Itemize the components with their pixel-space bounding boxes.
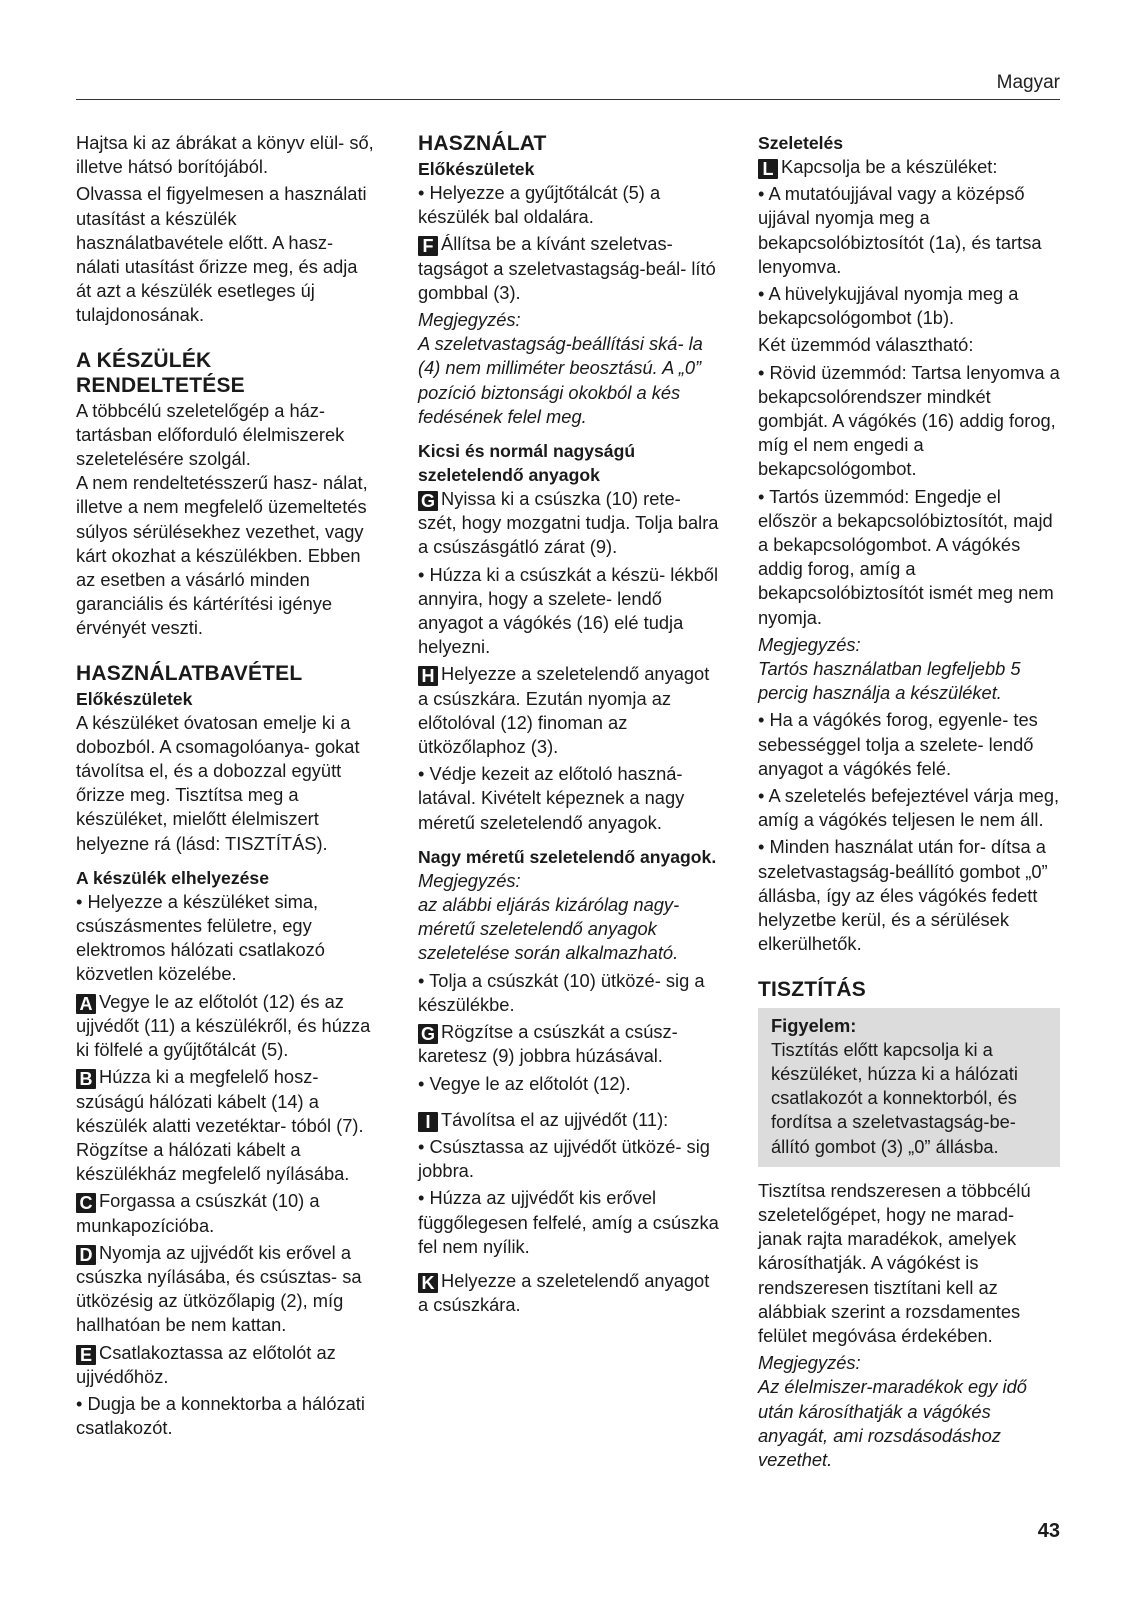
column-middle	[418, 131, 724, 1320]
remove-bullet-2: • Húzza az ujjvédőt kis erővel függőlegesen felfelé, amíg a csúszka fel nem nyílik.	[418, 1187, 719, 1257]
step-d	[76, 1241, 376, 1338]
slice-bullet-2: • A hüvelykujjával nyomja meg a bekapcsológombot (1b).	[758, 283, 1019, 329]
step-b-text: Húzza ki a megfelelő hosz- szúságú hálózati kábelt (14) a készülék alatti vezetéktar- tóból (7). Rögzítse a hálózati kábelt a készülékház megfelelő nyílásába.	[76, 1066, 364, 1185]
section-heading-usage: HASZNÁLAT	[418, 132, 547, 155]
final-bullet: • Dugja be a konnektorba a hálózati csatlakozót.	[76, 1392, 365, 1439]
warning-box	[758, 1008, 1060, 1167]
step-b-badge: B	[76, 1069, 96, 1089]
section-heading-cleaning: TISZTÍTÁS	[758, 977, 866, 1001]
step-g-text: Nyissa ki a csúszka (10) rete- szét, hogy mozgatni tudja. Tolja balra a csúszásgátló zárat (9).	[418, 488, 719, 558]
step-i-text: Távolítsa el az ujjvédőt (11):	[441, 1108, 669, 1130]
note-2-text: az alábbi eljárás kizárólag nagy- méretű szeletelendő anyagok szeletelése során alkalmazható.	[418, 894, 680, 964]
modes-text: Két üzemmód választható:	[758, 334, 974, 356]
large-bullet-2: • Vegye le az előtolót (12).	[418, 1072, 631, 1094]
usage-prep-bullet: • Helyezze a gyűjtőtálcát (5) a készülék bal oldalára.	[418, 182, 661, 228]
step-g	[418, 487, 724, 560]
slice-bullet-4: • A szeletelés befejeztével várja meg, amíg a vágókés teljesen le nem áll.	[758, 785, 1060, 831]
header-divider	[76, 99, 1060, 100]
step-g-badge: G	[418, 491, 438, 511]
note-3-text: Tartós használatban legfeljebb 5 percig használja a készüléket.	[758, 658, 1021, 704]
intro-paragraph-1: Hajtsa ki az ábrákat a könyv elül- ső, illetve hátsó borítójából.	[76, 132, 374, 178]
step-g2-badge: G	[418, 1024, 438, 1044]
step-l-badge: L	[758, 159, 778, 179]
note-3-label: Megjegyzés:	[758, 633, 861, 655]
step-c-text: Forgassa a csúszkát (10) a munkapozícióba.	[76, 1190, 320, 1236]
step-e-text: Csatlakoztassa az előtolót az ujjvédőhöz.	[76, 1341, 336, 1387]
step-l-text: Kapcsolja be a készüléket:	[781, 156, 998, 177]
subheading-small-items: Kicsi és normál nagyságú szeletelendő anyagok	[418, 441, 636, 486]
note-1-text: A szeletvastagság-beállítási ská- la (4) nem milliméter beosztású. A „0” pozíció biztonsági okokból a kés fedésének felel meg.	[418, 333, 703, 427]
step-f-text: Állítsa be a kívánt szeletvas- tagságot a szeletvastagság-beál- lító gombbal (3).	[418, 233, 716, 303]
subheading-slicing: Szeletelés	[758, 133, 844, 153]
subheading-preparation: Előkészületek	[76, 688, 193, 709]
step-i	[418, 1108, 724, 1132]
subheading-usage-preparation: Előkészületek	[418, 159, 535, 179]
intro-paragraph-2: Olvassa el figyelmesen a használati utasítást a készülék használatbavétele előtt. A hasz- nálati utasítást őrizze meg, és adja át azt a készülék esetleges új tulajdonosának.	[76, 183, 367, 326]
step-h	[418, 662, 724, 759]
slice-bullet-3: • Ha a vágókés forog, egyenle- tes sebességgel tolja a szelete- lendő anyagot a vágókés felé.	[758, 709, 1038, 779]
section-heading-purpose	[76, 348, 376, 398]
step-g2-text: Rögzítse a csúszkát a csúsz- karetesz (9) jobbra húzásával.	[418, 1021, 678, 1067]
purpose-paragraph-1: A többcélú szeletelőgép a ház- tartásban előforduló élelmiszerek szeletelésére szolgál.	[76, 399, 345, 470]
step-f	[418, 232, 724, 305]
step-a	[76, 990, 376, 1063]
mode-short: • Rövid üzemmód: Tartsa lenyomva a bekapcsolórendszer mindkét gombját. A vágókés (16) addig forog, míg el nem engedi a bekapcsológombot.	[758, 361, 1060, 480]
step-d-text: Nyomja az ujjvédőt kis erővel a csúszka nyílásába, és csúsztas- sa ütközésig az ütközőlapig (2), míg hallhatóan be nem kattan.	[76, 1241, 362, 1336]
step-k-text: Helyezze a szeletelendő anyagot a csúszkára.	[418, 1269, 710, 1316]
step-c-badge: C	[76, 1193, 96, 1213]
step-e	[76, 1341, 376, 1389]
step-b	[76, 1065, 376, 1186]
step-h-text: Helyezze a szeletelendő anyagot a csúszkára. Ezután nyomja az előtolóval (12) finoman az ütközőlaphoz (3).	[418, 663, 710, 758]
column-right	[758, 131, 1060, 1475]
page-language: Magyar	[996, 72, 1060, 93]
step-a-badge: A	[76, 994, 96, 1014]
warning-text: Tisztítás előtt kapcsolja ki a készüléket, húzza ki a hálózati csatlakozót a konnektorból, és fordítsa a szeletvastagság-be- állító gombot (3) „0” állásba.	[771, 1038, 1018, 1157]
subheading-placement: A készülék elhelyezése	[76, 867, 269, 888]
subheading-large-items: Nagy méretű szeletelendő anyagok.	[418, 846, 717, 867]
mode-long: • Tartós üzemmód: Engedje el először a bekapcsolóbiztosítót, majd a bekapcsológombot. A vágókés addig forog, amíg a bekapcsolóbiztosítót ismét meg nem nyomja.	[758, 485, 1054, 628]
warning-title: Figyelem:	[771, 1014, 857, 1036]
step-e-badge: E	[76, 1345, 96, 1365]
purpose-heading-line-1: A KÉSZÜLÉK	[76, 348, 212, 372]
step-a-text: Vegye le az előtolót (12) és az ujjvédőt (11) a készülékről, és húzza ki fölfelé a gyűjtőtálcát (5).	[76, 990, 371, 1061]
note-1-label: Megjegyzés:	[418, 309, 521, 331]
large-bullet-1: • Tolja a csúszkát (10) ütközé- sig a készülékbe.	[418, 969, 705, 1015]
remove-bullet-1: • Csúsztassa az ujjvédőt ütközé- sig jobbra.	[418, 1135, 710, 1182]
small-bullet-1: • Húzza ki a csúszkát a készü- lékből annyira, hogy a szelete- lendő anyagot a vágókés (16) elé tudja helyezni.	[418, 563, 719, 658]
step-c	[76, 1189, 376, 1237]
step-f-badge: F	[418, 236, 438, 256]
small-bullet-2: • Védje kezeit az előtoló haszná- latával. Kivételt képeznek a nagy méretű szeletelendő anyagok.	[418, 763, 685, 833]
step-h-badge: H	[418, 666, 438, 686]
column-left	[76, 131, 376, 1443]
note-4-label: Megjegyzés:	[758, 1352, 861, 1374]
step-g2	[418, 1020, 724, 1068]
slice-bullet-1: • A mutatóujjával vagy a középső ujjával nyomja meg a bekapcsolóbiztosítót (1a), és tartsa lenyomva.	[758, 183, 1042, 277]
purpose-paragraph-2: A nem rendeltetésszerű hasz- nálat, illetve a nem megfelelő üzemeltetés súlyos sérülésekhez vezethet, vagy kárt okozhat a készülékben. Ebben az esetben a vásárló minden garanciális és kártérítési igénye érvényét veszti.	[76, 472, 368, 639]
note-2-label: Megjegyzés:	[418, 869, 521, 891]
page-number: 43	[1037, 1520, 1060, 1542]
preparation-paragraph: A készüléket óvatosan emelje ki a dobozból. A csomagolóanya- gokat távolítsa el, és a dobozzal együtt őrizze meg. Tisztítsa meg a készüléket, mielőtt élelmiszert helyezne rá (lásd: TISZTÍTÁS).	[76, 711, 360, 854]
step-i-badge: I	[418, 1112, 438, 1132]
step-k	[418, 1269, 724, 1317]
cleaning-paragraph: Tisztítsa rendszeresen a többcélú szeletelőgépet, hogy ne marad- janak rajta maradékok, amelyek károsíthatják. A vágókést is rendszeresen tisztítani kell az alábbiak szerint a rozsdamentes felület megóvása érdekében.	[758, 1179, 1031, 1346]
step-k-badge: K	[418, 1273, 438, 1293]
purpose-heading-line-2: RENDELTETÉSE	[76, 373, 245, 397]
note-4-text: Az élelmiszer-maradékok egy idő után károsíthatják a vágókés anyagát, ami rozsdásodáshoz vezethet.	[758, 1376, 1027, 1470]
step-l	[758, 155, 1060, 179]
step-d-badge: D	[76, 1245, 96, 1265]
slice-bullet-5: • Minden használat után for- dítsa a szeletvastagság-beállító gombot „0” állásba, így az éles vágókés fedett helyzetbe kerül, és a sérülések elkerülhetők.	[758, 836, 1048, 955]
placement-bullet: • Helyezze a készüléket sima, csúszásmentes felületre, egy elektromos hálózati csatlakozó közvetlen közelébe.	[76, 890, 325, 985]
section-heading-setup: HASZNÁLATBAVÉTEL	[76, 661, 303, 685]
